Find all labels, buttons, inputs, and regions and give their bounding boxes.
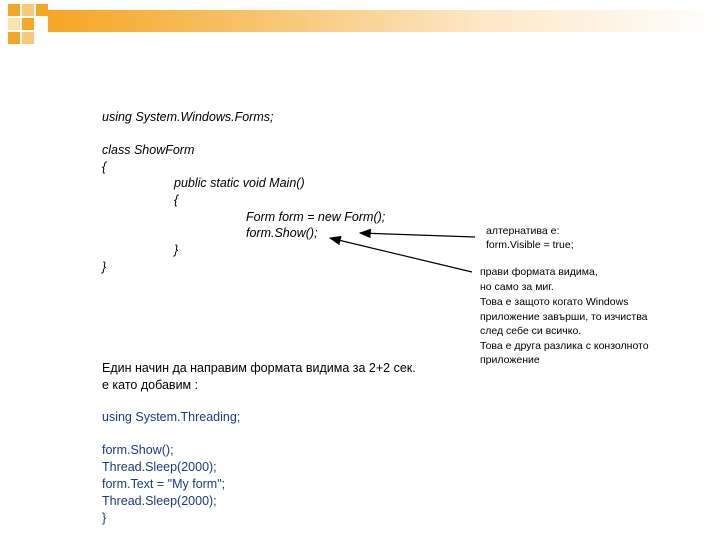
explanation-note-line-7: приложение [480,354,540,366]
snippet-thread-sleep-2: Thread.Sleep(2000); [102,494,217,508]
code-line-using-forms: using System.Windows.Forms; [102,110,274,124]
code-line-close-brace-class: } [102,260,107,274]
explanation-note-line-6: Това е друга разлика с конзолното [480,340,649,352]
snippet-form-show: form.Show(); [102,443,174,457]
explanation-line-1: Един начин да направим формата видима за 2+2 сек. [102,361,416,375]
snippet-using-threading: using System.Threading; [102,410,241,424]
code-line-close-brace-main: } [174,243,179,257]
code-line-form-show: form.Show(); [246,226,318,240]
arrow-to-explanation [330,238,472,272]
code-line-open-brace-main: { [174,193,179,207]
code-line-new-form: Form form = new Form(); [246,210,386,224]
snippet-thread-sleep-1: Thread.Sleep(2000); [102,460,217,474]
code-line-open-brace-class: { [102,160,107,174]
explanation-note-line-5: след себе си всичко. [480,325,582,337]
explanation-note-line-3: Това е защото когато Windows [480,296,629,308]
code-line-class-decl: class ShowForm [102,143,195,157]
explanation-note-line-1: прави формата видима, [480,266,598,278]
explanation-line-2: е като добавим : [102,378,199,392]
alternative-note-line-1: алтернатива е: [486,225,560,237]
snippet-form-text: form.Text = "My form"; [102,477,226,491]
code-line-main-decl: public static void Main() [174,176,305,190]
snippet-close-brace: } [102,511,107,525]
arrow-to-alternative [360,233,475,237]
explanation-note-line-4: приложение завърши, то изчиства [480,311,648,323]
explanation-note-line-2: но само за миг. [480,281,554,293]
alternative-note-line-2: form.Visible = true; [486,239,574,251]
